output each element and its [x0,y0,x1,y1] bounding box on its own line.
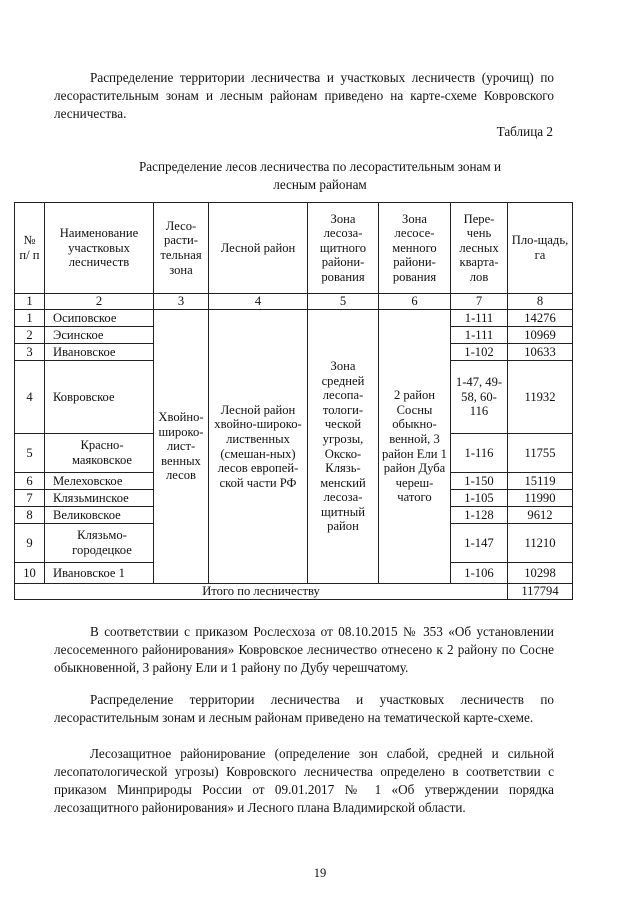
row-name: Ивановское 1 [45,563,154,584]
table-header-row [15,203,573,294]
row-num: 1 [15,310,45,327]
column-number-row [15,294,573,310]
column-number: 1 [15,294,45,310]
paragraph-seed-zoning: В соответствии с приказом Рослесхоза от 08.10.2015 № 353 «Об установлении лесосеменного районирования» Ковровское лесничество отнесено к 2 району по Сосне обыкновенной, 3 району Ели и 1 району по Дубу черешчатому. [54,624,554,675]
merged-district-cell: Лесной район хвойно-широко-лиственных (смешан-ных) лесов европей-ской части РФ [209,310,308,584]
row-area: 10633 [508,344,573,361]
row-name: Осиповское [45,310,154,327]
merged-zone-cell: Хвойно-широко-лист-венных лесов [154,310,209,584]
row-area: 14276 [508,310,573,327]
forest-distribution-table [14,202,573,600]
total-area: 117794 [508,584,573,600]
column-number: 4 [209,294,308,310]
header-name: Наименование участковых лесничеств [45,203,154,294]
paragraph-protection-zoning: Лесозащитное районирование (определение зон слабой, средней и сильной лесопатологической угрозы) Ковровского лесничества определено в соответствии с приказом Минприроды России от 09.01.2017 № 1 «Об утверждении порядка лесозащитного районирования» и Лесного плана Владимирской области. [54,746,554,815]
row-num: 8 [15,507,45,524]
column-number: 8 [508,294,573,310]
paragraph-map-reference: Распределение территории лесничества и участковых лесничеств по лесорастительным зонам и лесным районам приведено на тематической карте-схеме. [54,692,554,725]
merged-protect-zone-cell: Зона средней лесопа-тологи-ческой угрозы, Окско-Клязь-менский лесоза-щитный район [308,310,379,584]
row-name: Клязьминское [45,490,154,507]
total-row [15,584,573,600]
header-district: Лесной район [209,203,308,294]
row-name: Клязьмо-городецкое [45,524,154,563]
row-quarters: 1-116 [451,434,508,473]
row-area: 11932 [508,361,573,434]
column-number: 5 [308,294,379,310]
row-num: 10 [15,563,45,584]
header-seed-zone: Зона лесосе-менного райони-рования [379,203,451,294]
row-num: 9 [15,524,45,563]
header-area: Пло-щадь, га [508,203,573,294]
row-num: 7 [15,490,45,507]
row-quarters: 1-147 [451,524,508,563]
row-num: 2 [15,327,45,344]
header-quarters: Пере-чень лесных кварта-лов [451,203,508,294]
row-name: Красно-маяковское [45,434,154,473]
table-label: Таблица 2 [496,124,553,139]
intro-paragraph: Распределение территории лесничества и участковых лесничеств (урочищ) по лесорастительным зонам и лесным районам приведено на карте-схеме Ковровского лесничества. [54,70,554,121]
row-name: Мелеховское [45,473,154,490]
column-number: 7 [451,294,508,310]
row-quarters: 1-102 [451,344,508,361]
table-row [15,310,573,327]
column-number: 3 [154,294,209,310]
row-area: 9612 [508,507,573,524]
table-title-line: Распределение лесов лесничества по лесорастительным зонам и [138,159,502,174]
row-num: 4 [15,361,45,434]
row-quarters: 1-47, 49-58, 60-116 [451,361,508,434]
row-name: Ивановское [45,344,154,361]
row-area: 10969 [508,327,573,344]
row-area: 10298 [508,563,573,584]
row-num: 5 [15,434,45,473]
row-quarters: 1-105 [451,490,508,507]
row-name: Эсинское [45,327,154,344]
row-num: 6 [15,473,45,490]
header-zone: Лесо-расти-тельная зона [154,203,209,294]
column-number: 6 [379,294,451,310]
row-quarters: 1-111 [451,310,508,327]
row-name: Ковровское [45,361,154,434]
row-name: Великовское [45,507,154,524]
row-area: 11755 [508,434,573,473]
row-quarters: 1-128 [451,507,508,524]
row-quarters: 1-106 [451,563,508,584]
table-title [40,158,600,194]
column-number: 2 [45,294,154,310]
row-num: 3 [15,344,45,361]
header-num: № п/ п [15,203,45,294]
header-protect-zone: Зона лесоза-щитного райони-рования [308,203,379,294]
merged-seed-zone-cell: 2 район Сосны обыкно-венной, 3 район Ели 1 район Дуба череш-чатого [379,310,451,584]
row-area: 11990 [508,490,573,507]
row-quarters: 1-150 [451,473,508,490]
page-number: 19 [313,866,327,880]
row-area: 11210 [508,524,573,563]
table-title-line: лесным районам [273,177,367,192]
row-area: 15119 [508,473,573,490]
total-label: Итого по лесничеству [15,584,508,600]
row-quarters: 1-111 [451,327,508,344]
